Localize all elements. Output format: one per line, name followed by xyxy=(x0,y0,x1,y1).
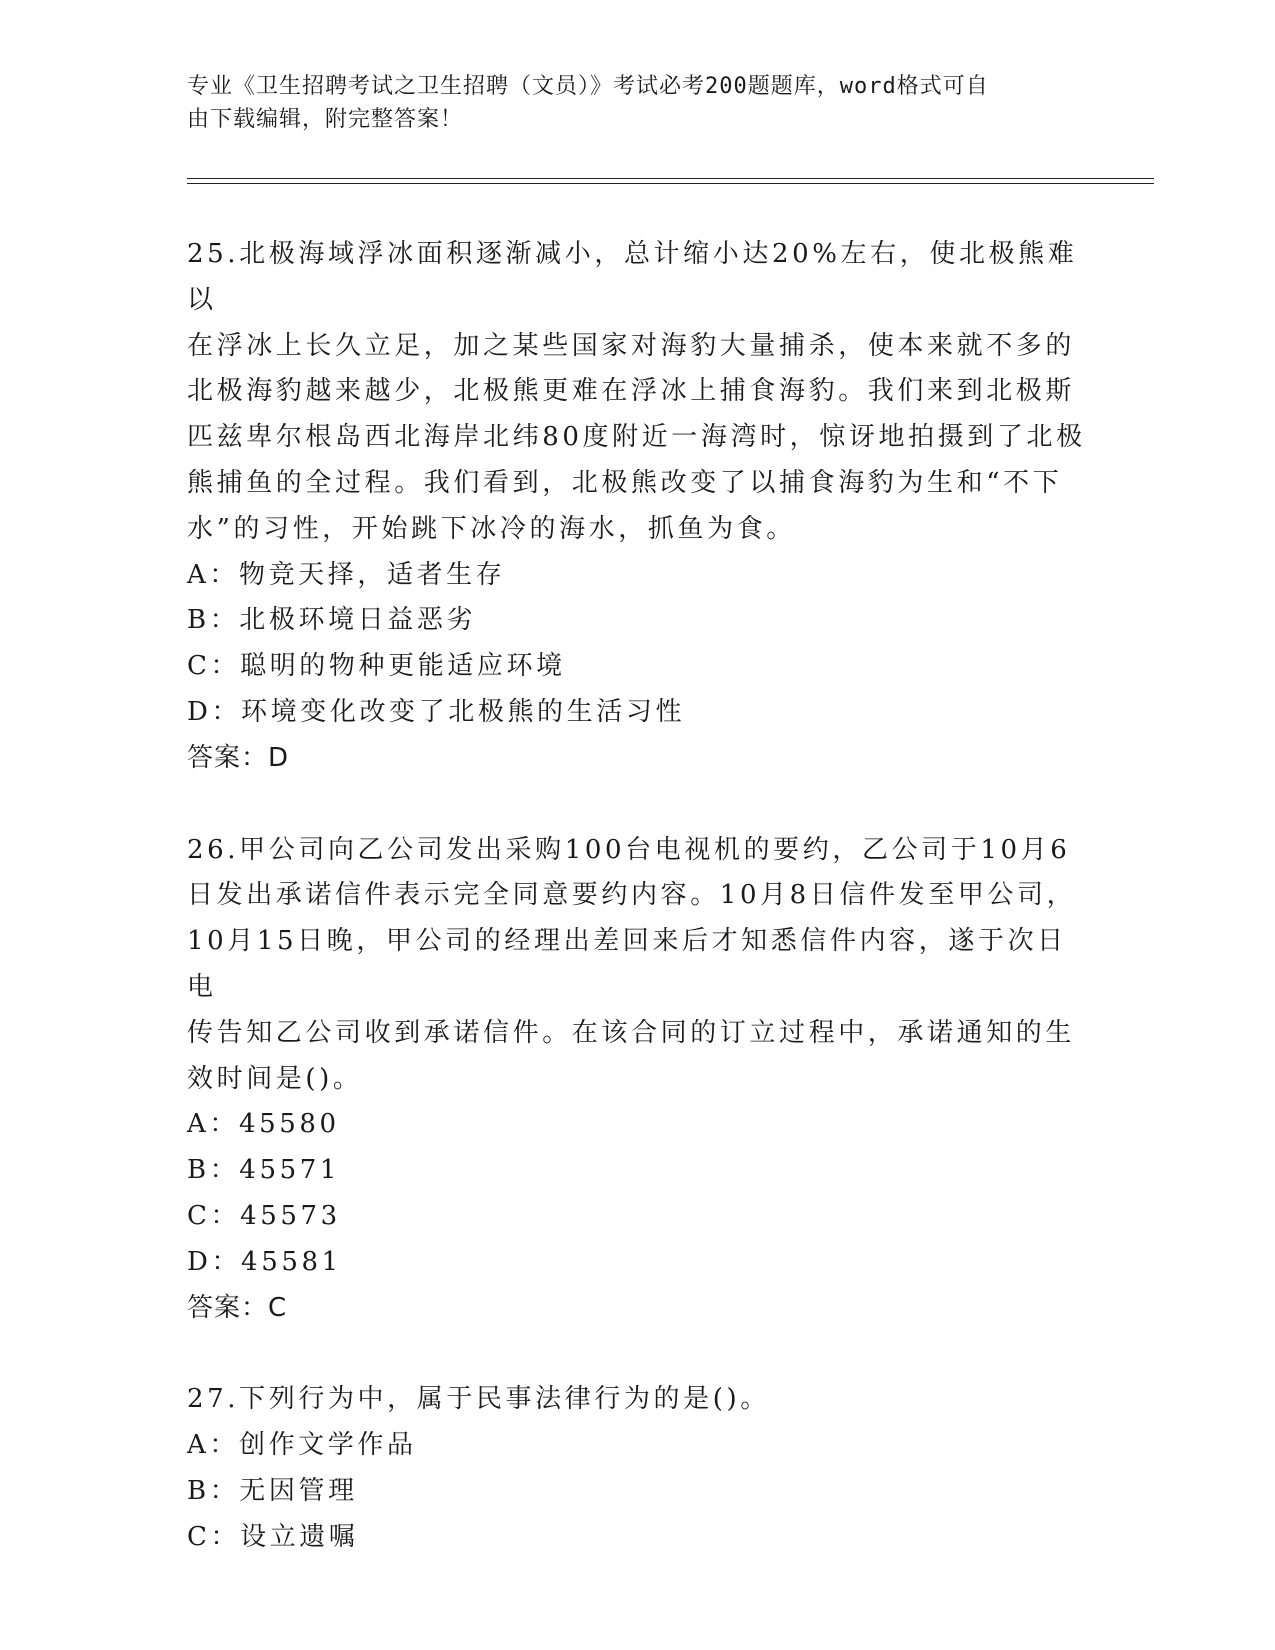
question-27 xyxy=(187,1377,1087,1560)
option-list xyxy=(187,1102,1087,1285)
answer-label: 答案：D xyxy=(187,742,290,773)
question-list xyxy=(187,232,1087,1561)
option-a: A：创作文学作品 xyxy=(187,1430,417,1461)
question-spacer xyxy=(187,782,1087,828)
stem-line: 北极海豹越来越少，北极熊更难在浮冰上捕食海豹。我们来到北极斯 xyxy=(187,376,1076,407)
stem-line: 效时间是()。 xyxy=(187,1063,363,1094)
stem-line: 匹兹卑尔根岛西北海岸北纬80度附近一海湾时，惊讶地拍摄到了北极 xyxy=(187,422,1086,453)
question-stem xyxy=(187,1377,1087,1423)
option-c: C：设立遗嘱 xyxy=(187,1521,359,1552)
option-b: B：45571 xyxy=(187,1155,341,1186)
option-c: C：聪明的物种更能适应环境 xyxy=(187,651,566,682)
option-c: C：45573 xyxy=(187,1200,341,1231)
option-b: B：无因管理 xyxy=(187,1475,358,1506)
document-header xyxy=(187,70,1077,136)
question-25 xyxy=(187,232,1087,782)
stem-line: 日发出承诺信件表示完全同意要约内容。10月8日信件发至甲公司， xyxy=(187,880,1077,911)
stem-line: 27.下列行为中，属于民事法律行为的是()。 xyxy=(187,1384,770,1415)
option-d: D：45581 xyxy=(187,1246,342,1277)
answer-label: 答案：C xyxy=(187,1292,288,1323)
question-stem xyxy=(187,828,1087,1103)
option-d: D：环境变化改变了北极熊的生活习性 xyxy=(187,696,686,727)
stem-line: 在浮冰上长久立足，加之某些国家对海豹大量捕杀，使本来就不多的 xyxy=(187,330,1076,361)
option-list xyxy=(187,553,1087,736)
stem-line: 传告知乙公司收到承诺信件。在该合同的订立过程中，承诺通知的生 xyxy=(187,1017,1076,1048)
stem-line: 10月15日晚，甲公司的经理出差回来后才知悉信件内容，遂于次日电 xyxy=(187,926,1067,1002)
header-title-line-1: 专业《卫生招聘考试之卫生招聘（文员）》考试必考200题题库，word格式可自 xyxy=(187,74,989,99)
header-divider-bottom xyxy=(187,183,1154,184)
option-list xyxy=(187,1423,1087,1560)
option-a: A：45580 xyxy=(187,1109,340,1140)
stem-line: 26.甲公司向乙公司发出采购100台电视机的要约，乙公司于10月6 xyxy=(187,834,1071,865)
question-spacer xyxy=(187,1331,1087,1377)
question-26 xyxy=(187,828,1087,1332)
stem-line: 25.北极海域浮冰面积逐渐减小，总计缩小达20%左右，使北极熊难以 xyxy=(187,239,1078,315)
option-b: B：北极环境日益恶劣 xyxy=(187,605,477,636)
stem-line: 水”的习性，开始跳下冰冷的海水，抓鱼为食。 xyxy=(187,513,796,544)
option-a: A：物竞天择，适者生存 xyxy=(187,559,506,590)
stem-line: 熊捕鱼的全过程。我们看到，北极熊改变了以捕食海豹为生和“不下 xyxy=(187,467,1063,498)
header-divider-top xyxy=(187,178,1154,179)
question-stem xyxy=(187,232,1087,553)
header-title-line-2: 由下载编辑，附完整答案！ xyxy=(187,107,464,132)
